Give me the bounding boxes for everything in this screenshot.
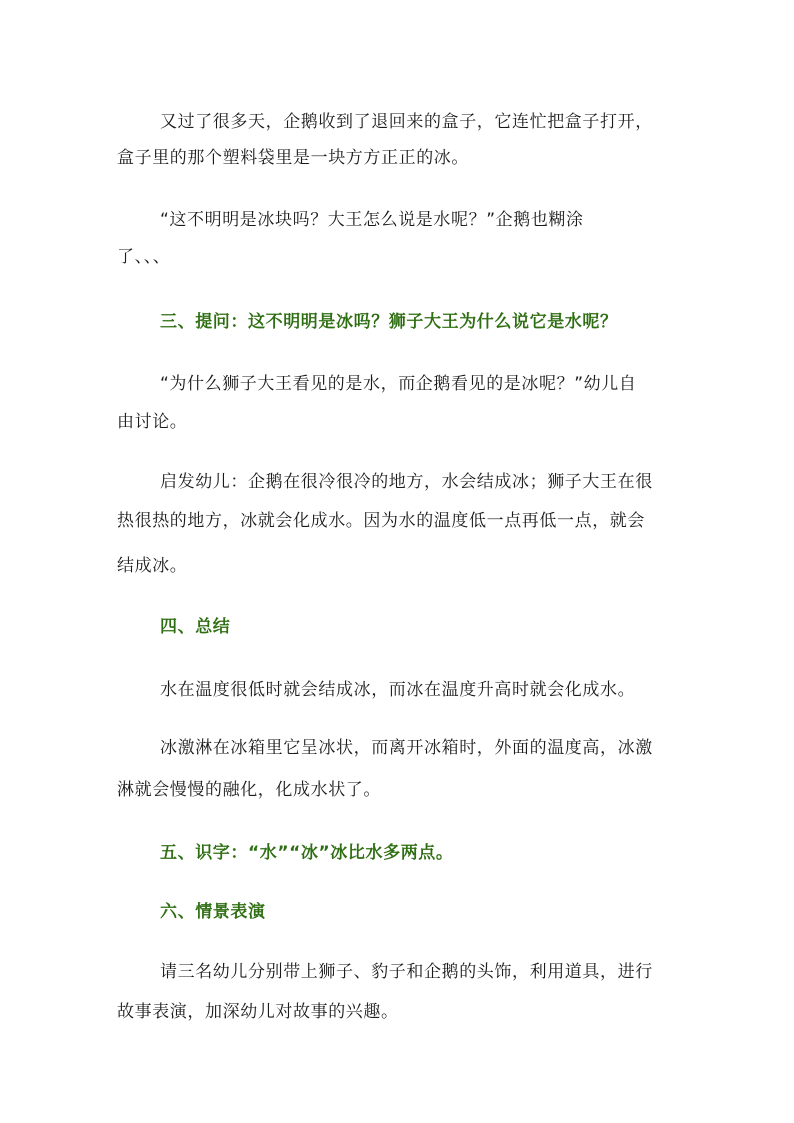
paragraph-line: 又过了很多天，企鹅收到了退回来的盒子，它连忙把盒子打开， [160,112,653,132]
section-heading-3: 三、提问：这不明明是冰吗？狮子大王为什么说它是水呢？ [160,312,618,332]
paragraph-line: 由讨论。 [117,412,188,432]
paragraph-line: 请三名幼儿分别带上狮子、豹子和企鹅的头饰，利用道具，进行 [160,962,653,982]
section-heading-4: 四、总结 [160,617,231,637]
section-heading-5: 五、识字：“水”“冰”冰比水多两点。 [160,843,454,863]
paragraph-line: 故事表演，加深幼儿对故事的兴趣。 [117,1002,399,1022]
paragraph-line: 启发幼儿：企鹅在很冷很冷的地方，水会结成冰；狮子大王在很 [160,472,653,492]
paragraph-line: 盒子里的那个塑料袋里是一块方方正正的冰。 [117,148,469,168]
paragraph-line: 结成冰。 [117,556,188,576]
paragraph-line: 水在温度很低时就会结成冰，而冰在温度升高时就会化成水。 [160,680,636,700]
paragraph-line: 热很热的地方，冰就会化成水。因为水的温度低一点再低一点，就会 [117,511,645,531]
paragraph-line: “这不明明是冰块吗？大王怎么说是水呢？”企鹅也糊涂 [160,210,584,230]
paragraph-line: 淋就会慢慢的融化，化成水状了。 [117,780,381,800]
paragraph-line: “为什么狮子大王看见的是水，而企鹅看见的是冰呢？”幼儿自 [160,374,637,394]
paragraph-line: 冰激淋在冰箱里它呈冰状，而离开冰箱时，外面的温度高，冰激 [160,738,653,758]
section-heading-6: 六、情景表演 [160,902,266,922]
paragraph-line: 了、、、 [117,247,171,267]
